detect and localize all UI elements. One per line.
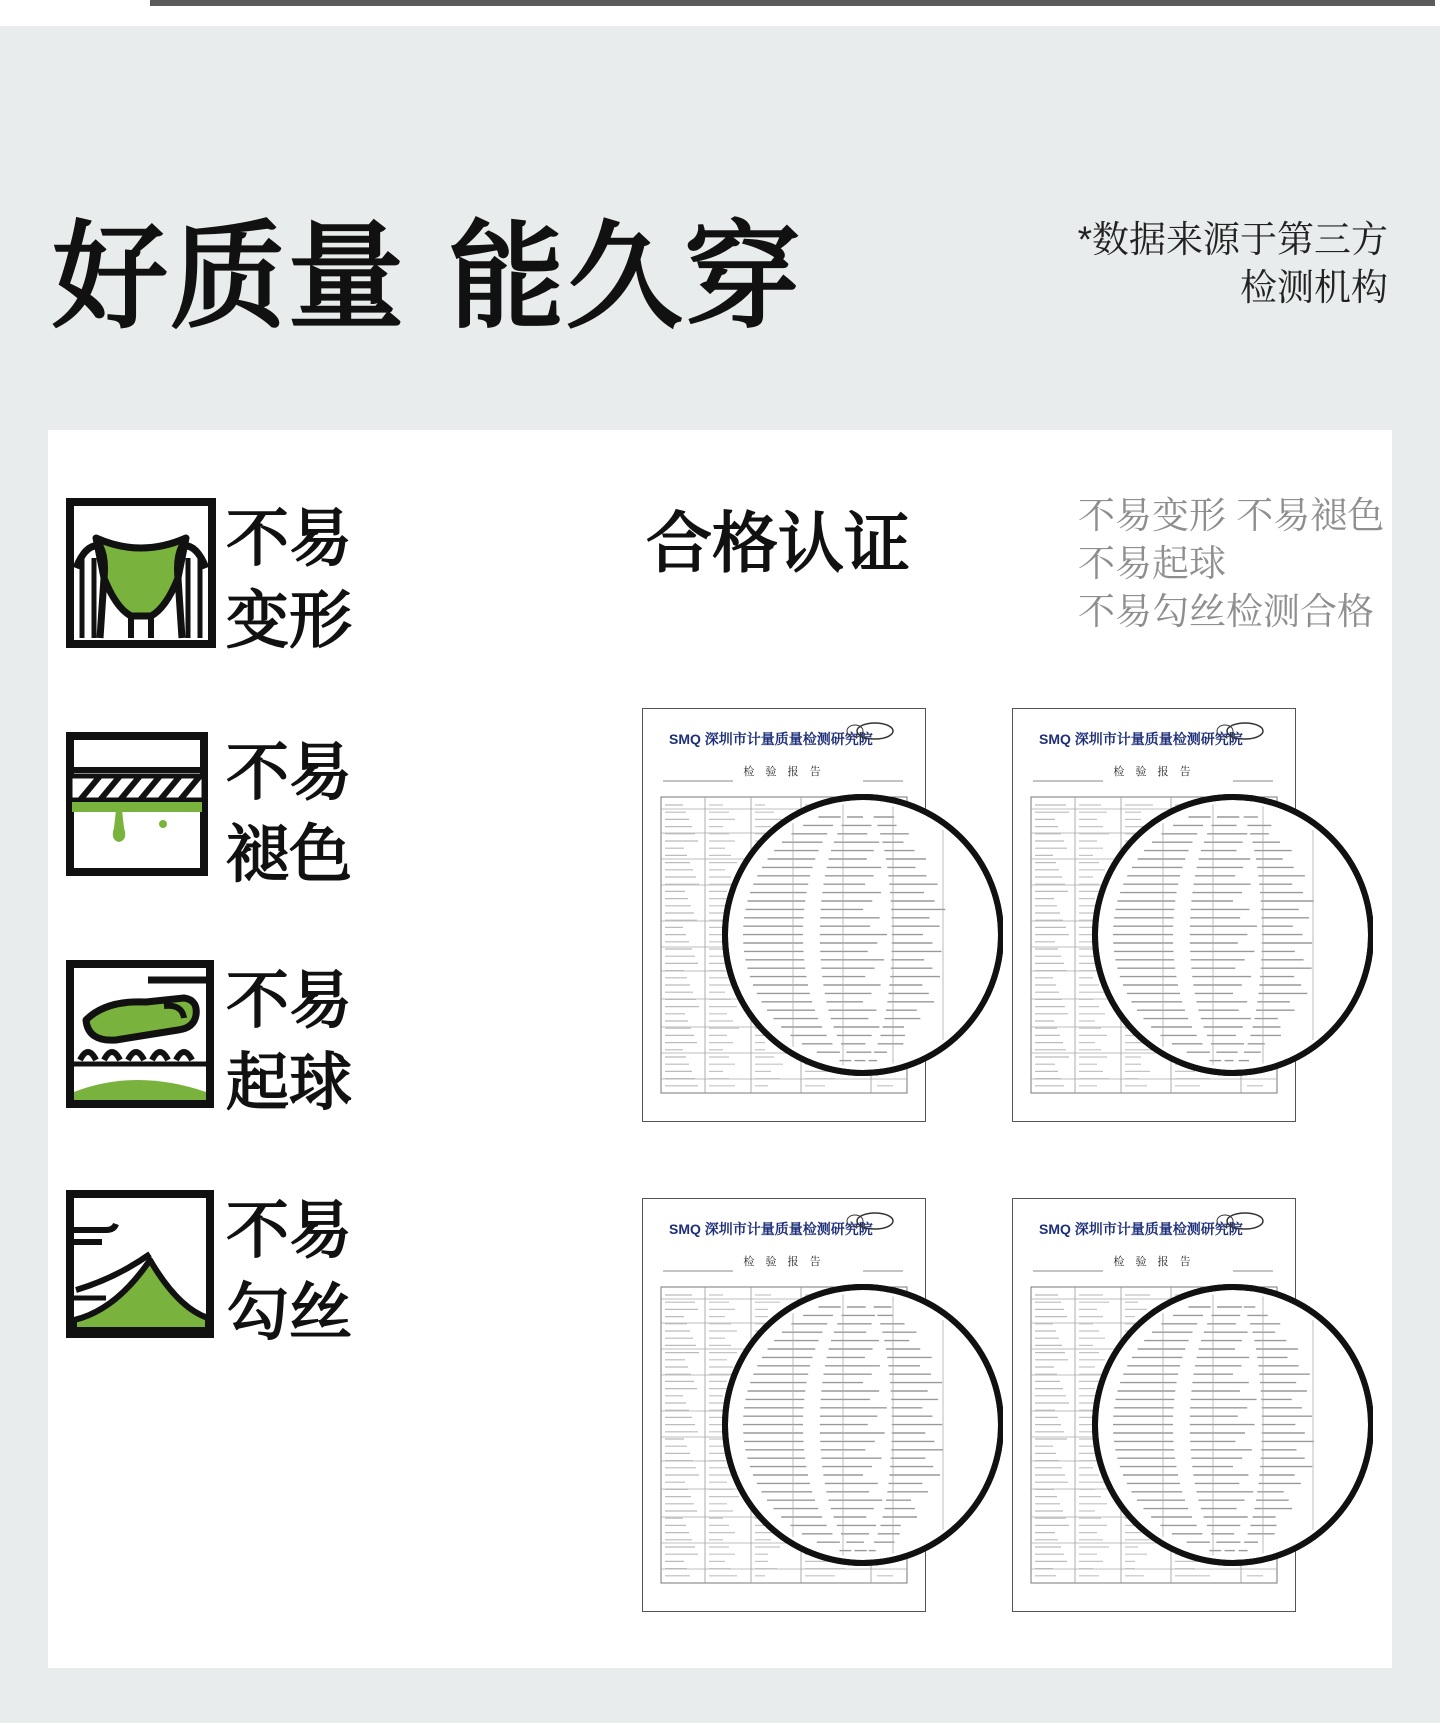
- magnifier-zoom-icon: [725, 1287, 1001, 1563]
- feature-no-fade-line1: 不易: [226, 736, 352, 809]
- feature-no-snag: [66, 1190, 366, 1349]
- report-logo: SMQ 深圳市计量质量检测研究院: [1039, 1221, 1243, 1237]
- test-report-2: [1012, 708, 1296, 1122]
- cnas-seal-icon: [847, 723, 893, 739]
- cnas-seal-icon: [1217, 1213, 1263, 1229]
- report-title: 检 验 报 告: [743, 766, 825, 778]
- feature-no-deform: [66, 498, 366, 657]
- test-report-4: [1012, 1198, 1296, 1612]
- fabric-pilling-icon: [66, 960, 216, 1110]
- magnifier-zoom-icon: [1095, 1287, 1371, 1563]
- page-title: 好质量 能久穿: [52, 210, 803, 345]
- panty-stretch-icon: [66, 498, 216, 648]
- feature-no-pilling: [66, 960, 366, 1119]
- feature-no-snag-label: [226, 1190, 352, 1354]
- fabric-dye-drip-icon: [66, 732, 216, 882]
- top-strip: [0, 0, 1440, 26]
- feature-no-deform-label: [226, 498, 352, 662]
- report-title: 检 验 报 告: [743, 1256, 825, 1268]
- magnifier-zoom-icon: [1095, 797, 1371, 1073]
- fabric-snag-icon: [66, 1190, 216, 1340]
- feature-no-pilling-line1: 不易: [226, 964, 352, 1037]
- top-divider: [150, 0, 1435, 6]
- certification-description: [1078, 492, 1384, 636]
- data-source-note-line1: *数据来源于第三方: [1077, 219, 1388, 260]
- feature-no-fade-label: [226, 732, 352, 896]
- report-title: 检 验 报 告: [1113, 1256, 1195, 1268]
- quality-panel: [48, 430, 1392, 1668]
- certification-title: 合格认证: [646, 505, 910, 582]
- certification-desc-line1: 不易变形 不易褪色: [1078, 495, 1385, 536]
- cnas-seal-icon: [847, 1213, 893, 1229]
- feature-no-pilling-line2: 起球: [226, 1046, 352, 1119]
- data-source-note-line2: 检测机构: [1240, 267, 1388, 308]
- report-logo: SMQ 深圳市计量质量检测研究院: [669, 731, 873, 747]
- feature-no-fade: [66, 732, 366, 891]
- certification-desc-line2: 不易起球: [1078, 543, 1226, 584]
- certification-desc-line3: 不易勾丝检测合格: [1078, 591, 1374, 632]
- test-report-3: [642, 1198, 926, 1612]
- data-source-note: [1028, 216, 1388, 312]
- feature-no-snag-line1: 不易: [226, 1194, 352, 1267]
- feature-no-pilling-label: [226, 960, 352, 1124]
- report-title: 检 验 报 告: [1113, 766, 1195, 778]
- cnas-seal-icon: [1217, 723, 1263, 739]
- report-logo: SMQ 深圳市计量质量检测研究院: [669, 1221, 873, 1237]
- feature-no-snag-line2: 勾丝: [226, 1276, 352, 1349]
- test-report-1: [642, 708, 926, 1122]
- feature-no-fade-line2: 褪色: [226, 818, 352, 891]
- magnifier-zoom-icon: [725, 797, 1001, 1073]
- feature-no-deform-line2: 变形: [226, 584, 352, 657]
- feature-no-deform-line1: 不易: [226, 502, 352, 575]
- report-logo: SMQ 深圳市计量质量检测研究院: [1039, 731, 1243, 747]
